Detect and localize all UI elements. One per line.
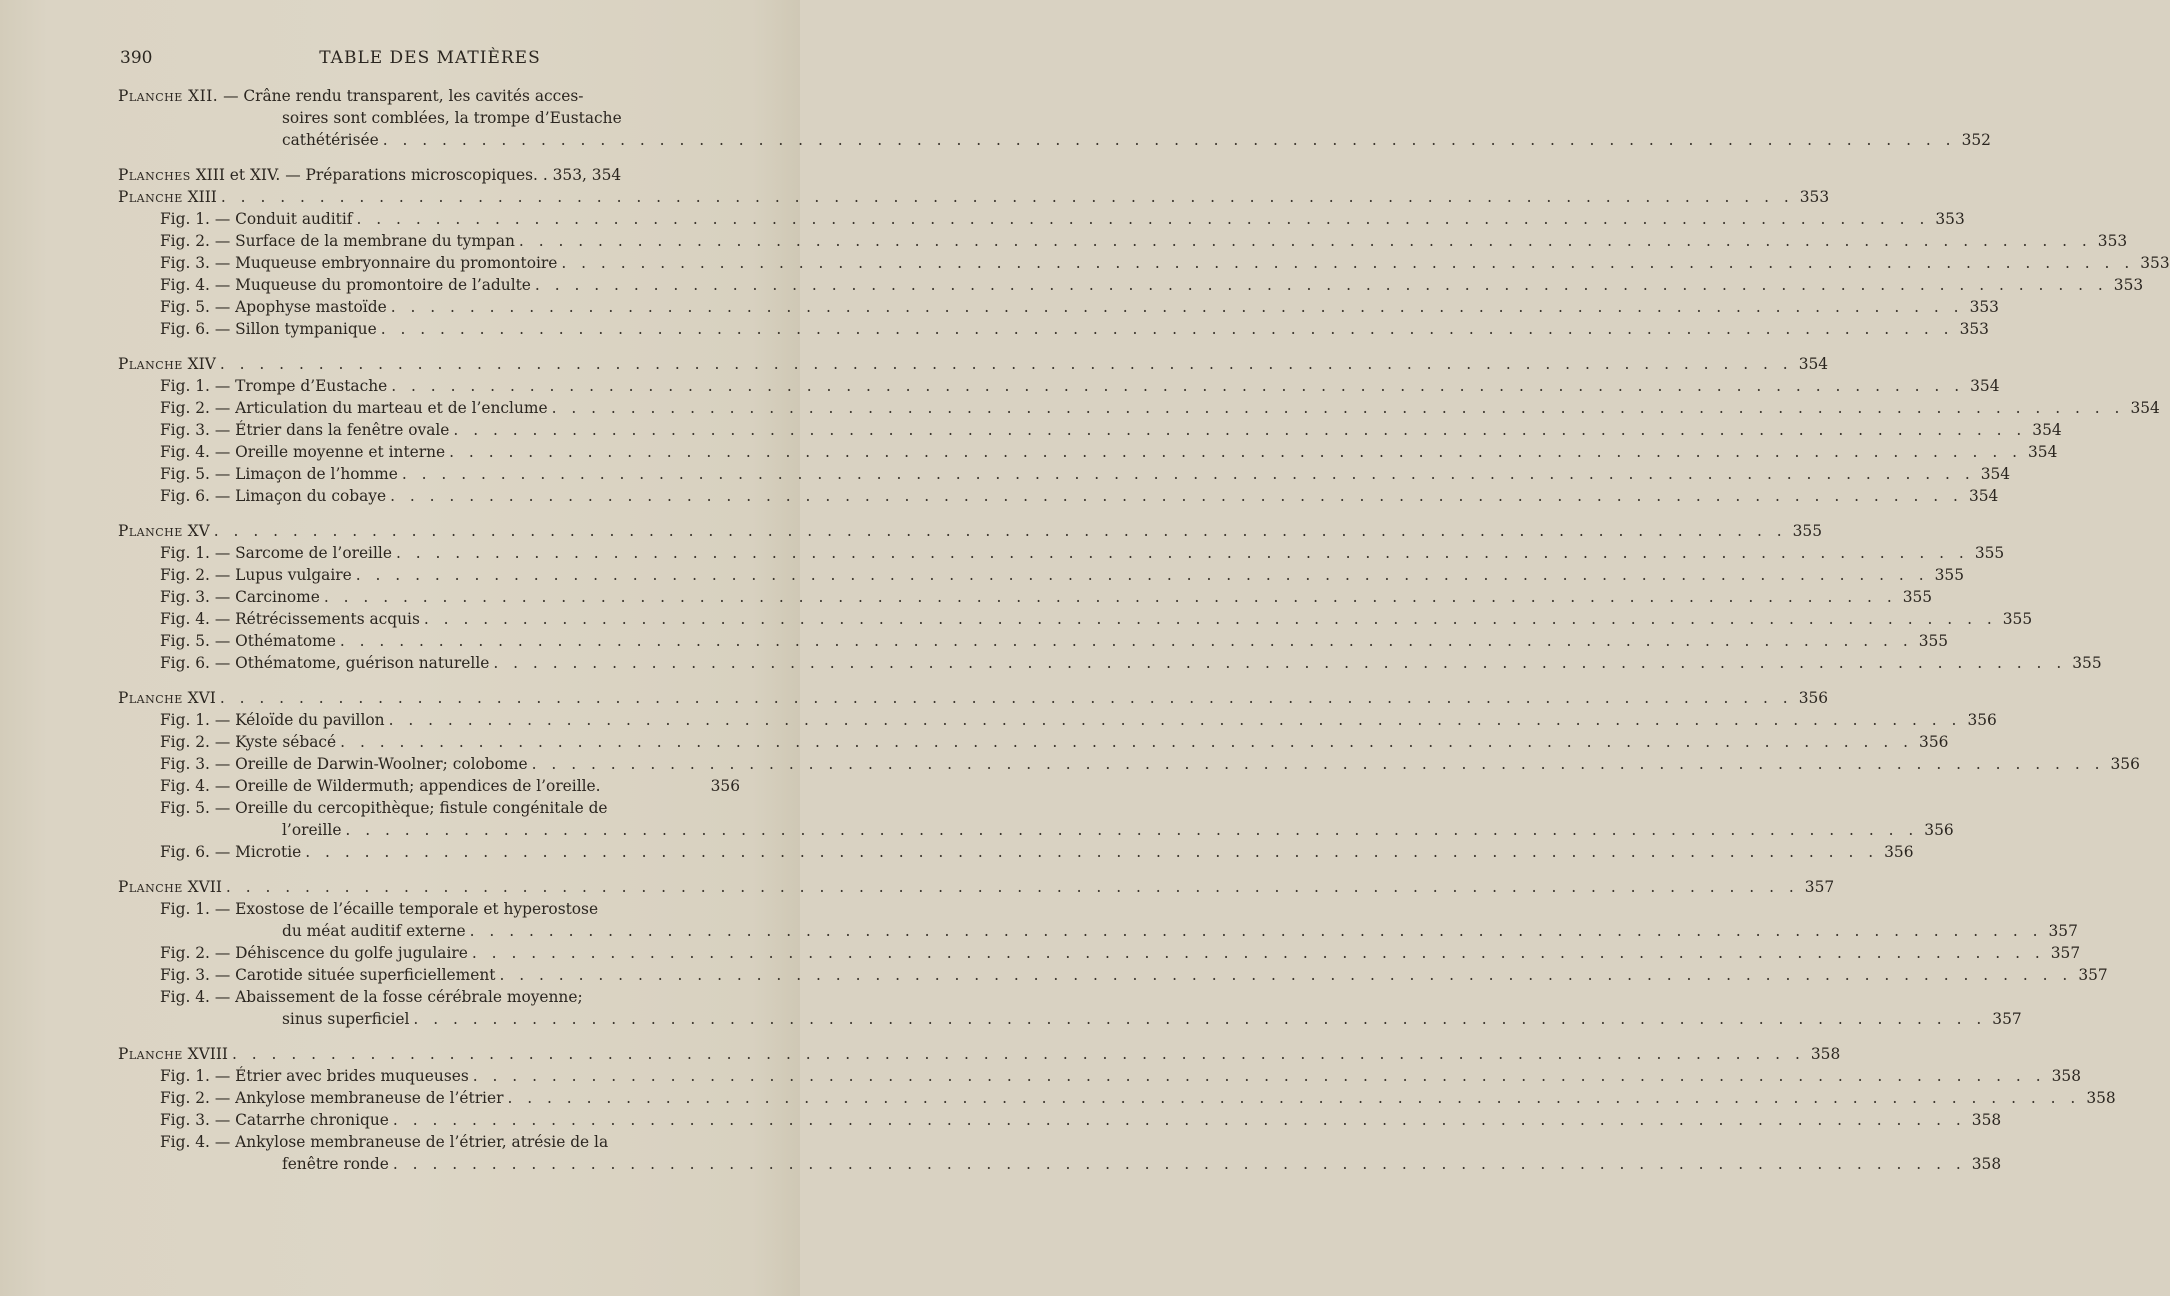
section-gap bbox=[118, 507, 740, 520]
page-reference: 357 bbox=[1804, 878, 1835, 896]
section-gap bbox=[118, 674, 740, 687]
entry-text bbox=[118, 164, 621, 186]
dot-leader: . . . . . . . . . . . . . . . . . . . . . . . . . . . . . . . . . . . . . . . . . . . . . . . . . . . . . . . . . . . . . . . . . . . . . . . . . . . . . . . . bbox=[340, 733, 1914, 751]
page-reference: 353 bbox=[2097, 232, 2128, 250]
dot-leader: . . . . . . . . . . . . . . . . . . . . . . . . . . . . . . . . . . . . . . . . . . . . . . . . . . . . . . . . . . . . . . . . . . . . . . . . . . . . . . . . bbox=[469, 922, 2043, 940]
toc-figure-entry bbox=[118, 463, 2011, 485]
toc-figure-entry bbox=[118, 1109, 2002, 1131]
page-reference: 355 bbox=[1792, 522, 1823, 540]
entry-title: Fig. 3. — Étrier dans la fenêtre ovale bbox=[160, 421, 450, 439]
dot-leader: . . . . . . . . . . . . . . . . . . . . . . . . . . . . . . . . . . . . . . . . . . . . . . . . . . . . . . . . . . . . . . . . . . . . . . . . . . . . . . . . bbox=[392, 1155, 1966, 1173]
entry-text bbox=[160, 252, 557, 274]
toc-figure-entry bbox=[118, 775, 740, 797]
entry-text bbox=[160, 1131, 608, 1153]
entry-text bbox=[160, 753, 528, 775]
dot-leader: . . . . . . . . . . . . . . . . . . . . . . . . . . . . . . . . . . . . . . . . . . . . . . . . . . . . . . . . . . . . . . . . . . . . . . . . . . . . . . . . bbox=[213, 522, 1787, 540]
entry-title: Fig. 1. — Sarcome de l’oreille bbox=[160, 544, 392, 562]
section-gap bbox=[118, 1030, 740, 1043]
toc-figure-entry bbox=[118, 1087, 2116, 1109]
plate-label: Planche bbox=[118, 1045, 183, 1063]
entry-title: XIV bbox=[182, 355, 216, 373]
entry-text bbox=[160, 898, 598, 920]
entry-title: — Crâne rendu transparent, les cavités acces- bbox=[218, 87, 584, 105]
section-gap bbox=[118, 340, 740, 353]
toc-figure-entry bbox=[118, 485, 1999, 507]
dot-leader: . . . . . . . . . . . . . . . . . . . . . . . . . . . . . . . . . . . . . . . . . . . . . . . . . . . . . . . . . . . . . . . . . . . . . . . . . . . . . . . . bbox=[518, 232, 2092, 250]
page-reference: 353 bbox=[1799, 188, 1830, 206]
dot-leader: . . . . . . . . . . . . . . . . . . . . . . . . . . . . . . . . . . . . . . . . . . . . . . . . . . . . . . . . . . . . . . . . . . . . . . . . . . . . . . . . bbox=[551, 399, 2125, 417]
entry-title: Fig. 3. — Catarrhe chronique bbox=[160, 1111, 389, 1129]
page-reference: 356 bbox=[1884, 843, 1914, 861]
entry-title: Fig. 6. — Limaçon du cobaye bbox=[160, 487, 387, 505]
entry-text bbox=[160, 608, 420, 630]
entry-text bbox=[160, 652, 489, 674]
page-reference: 354 bbox=[1798, 355, 1829, 373]
entry-text bbox=[118, 353, 216, 375]
toc-figure-entry bbox=[118, 397, 2160, 419]
entry-title: Fig. 4. — Ankylose membraneuse de l’étrier, atrésie de la bbox=[160, 1133, 609, 1151]
toc-plate-entry bbox=[118, 186, 1830, 208]
dot-leader: . . . . . . . . . . . . . . . . . . . . . . . . . . . . . . . . . . . . . . . . . . . . . . . . . . . . . . . . . . . . . . . . . . . . . . . . . . . . . . . . bbox=[507, 1089, 2081, 1107]
page-reference: 358 bbox=[1971, 1111, 2002, 1129]
dot-leader: . . . . . . . . . . . . . . . . . . . . . . . . . . . . . . . . . . . . . . . . . . . . . . . . . . . . . . . . . . . . . . . . . . . . . . . . . . . . . . . . bbox=[471, 944, 2045, 962]
toc-continuation-line bbox=[118, 107, 740, 129]
entry-title: Fig. 3. — Carcinome bbox=[160, 588, 320, 606]
entry-title: XVIII bbox=[182, 1045, 228, 1063]
dot-leader: . . . . . . . . . . . . . . . . . . . . . . . . . . . . . . . . . . . . . . . . . . . . . . . . . . . . . . . . . . . . . . . . . . . . . . . . . . . . . . . . bbox=[534, 276, 2108, 294]
entry-title: Fig. 1. — Conduit auditif bbox=[160, 210, 353, 228]
toc-plate-entry bbox=[118, 353, 1829, 375]
toc-continuation-line bbox=[118, 129, 1991, 151]
entry-title: XIII bbox=[182, 188, 217, 206]
entry-title: Fig. 4. — Rétrécissements acquis bbox=[160, 610, 420, 628]
toc-figure-entry bbox=[118, 841, 1914, 863]
entry-title: Fig. 6. — Othématome, guérison naturelle bbox=[160, 654, 490, 672]
entry-text bbox=[282, 107, 622, 129]
toc-figure-entry bbox=[118, 986, 740, 1008]
page-reference: 358 bbox=[1971, 1155, 2002, 1173]
entry-text bbox=[160, 709, 385, 731]
entry-title: Fig. 5. — Oreille du cercopithèque; fistule congénitale de bbox=[160, 799, 608, 817]
page-reference: 356 bbox=[1919, 733, 1949, 751]
page-reference: 355 bbox=[1902, 588, 1933, 606]
page-number: 390 bbox=[120, 48, 153, 68]
page-reference: 353 bbox=[1969, 298, 1999, 316]
page-reference: 357 bbox=[2078, 966, 2108, 984]
dot-leader: . . . . . . . . . . . . . . . . . . . . . . . . . . . . . . . . . . . . . . . . . . . . . . . . . . . . . . . . . . . . . . . . . . . . . . . . . . . . . . . . bbox=[472, 1067, 2046, 1085]
page-title: TABLE DES MATIÈRES bbox=[319, 48, 541, 68]
entry-title: Fig. 6. — Sillon tympanique bbox=[160, 320, 377, 338]
dot-leader: . . . . . . . . . . . . . . . . . . . . . . . . . . . . . . . . . . . . . . . . . . . . . . . . . . . . . . . . . . . . . . . . . . . . . . . . . . . . . . . . bbox=[305, 843, 1879, 861]
page-reference: 357 bbox=[2048, 922, 2078, 940]
entry-title: Fig. 5. — Limaçon de l’homme bbox=[160, 465, 398, 483]
page-reference: 356 bbox=[1798, 689, 1829, 707]
entry-text bbox=[160, 942, 468, 964]
page-reference: 353 bbox=[1959, 320, 1989, 338]
entry-title: Fig. 3. — Carotide située superficiellement bbox=[160, 966, 496, 984]
dot-leader: . . . . . . . . . . . . . . . . . . . . . . . . . . . . . . . . . . . . . . . . . . . . . . . . . . . . . . . . . . . . . . . . . . . . . . . . . . . . . . . . bbox=[356, 210, 1930, 228]
entry-title: cathétérisée bbox=[282, 131, 379, 149]
dot-leader: . . . . . . . . . . . . . . . . . . . . . . . . . . . . . . . . . . . . . . . . . . . . . . . . . . . . . . . . . . . . . . . . . . . . . . . . . . . . . . . . bbox=[388, 711, 1962, 729]
toc-figure-entry bbox=[118, 296, 1999, 318]
page-reference: 354 bbox=[2028, 443, 2058, 461]
entry-text bbox=[160, 964, 495, 986]
entry-text bbox=[160, 841, 301, 863]
toc-figure-entry bbox=[118, 964, 2108, 986]
dot-leader: . . . . . . . . . . . . . . . . . . . . . . . . . . . . . . . . . . . . . . . . . . . . . . . . . . . . . . . . . . . . . . . . . . . . . . . . . . . . . . . . bbox=[391, 377, 1965, 395]
dot-leader: . . . . . . . . . . . . . . . . . . . . . . . . . . . . . . . . . . . . . . . . . . . . . . . . . . . . . . . . . . . . . . . . . . . . . . . . . . . . . . . . bbox=[499, 966, 2073, 984]
entry-text bbox=[118, 186, 217, 208]
entry-text bbox=[160, 375, 387, 397]
toc-continuation-line bbox=[118, 920, 2078, 942]
toc-figure-entry bbox=[118, 709, 1997, 731]
toc-figure-entry bbox=[118, 797, 740, 819]
entry-title: XVII bbox=[182, 878, 222, 896]
dot-leader: . . . . . . . . . . . . . . . . . . . . . . . . . . . . . . . . . . . . . . . . . . . . . . . . . . . . . . . . . . . . . . . . . . . . . . . . . . . . . . . . bbox=[493, 654, 2067, 672]
entry-text bbox=[118, 520, 210, 542]
entry-text bbox=[160, 586, 320, 608]
entry-title: Fig. 1. — Exostose de l’écaille temporale et hyperostose bbox=[160, 900, 599, 918]
page-reference: 357 bbox=[1992, 1010, 2022, 1028]
toc-figure-entry bbox=[118, 1131, 740, 1153]
entry-text bbox=[282, 129, 379, 151]
page-reference: 354 bbox=[2130, 399, 2160, 417]
entry-text bbox=[160, 485, 386, 507]
toc-figure-entry bbox=[118, 652, 2102, 674]
dot-leader: . . . . . . . . . . . . . . . . . . . . . . . . . . . . . . . . . . . . . . . . . . . . . . . . . . . . . . . . . . . . . . . . . . . . . . . . . . . . . . . . bbox=[390, 298, 1964, 316]
page-reference: 356 bbox=[1967, 711, 1997, 729]
plate-label: Planche bbox=[118, 878, 183, 896]
entry-text bbox=[160, 1065, 469, 1087]
page-reference: 355 bbox=[2072, 654, 2102, 672]
page-reference: 358 bbox=[1810, 1045, 1841, 1063]
entry-text bbox=[282, 1153, 389, 1175]
entry-text bbox=[118, 85, 583, 107]
entry-title: Fig. 2. — Lupus vulgaire bbox=[160, 566, 352, 584]
toc-plate-entry bbox=[118, 85, 740, 107]
toc-figure-entry bbox=[118, 230, 2128, 252]
toc-figure-entry bbox=[118, 942, 2081, 964]
entry-title: Fig. 2. — Surface de la membrane du tympan bbox=[160, 232, 515, 250]
dot-leader: . . . . . . . . . . . . . . . . . . . . . . . . . . . . . . . . . . . . . . . . . . . . . . . . . . . . . . . . . . . . . . . . . . . . . . . . . . . . . . . . bbox=[531, 755, 2105, 773]
entry-title: Fig. 2. — Articulation du marteau et de l’enclume bbox=[160, 399, 548, 417]
page-reference: 355 bbox=[1918, 632, 1949, 650]
toc-figure-entry bbox=[118, 375, 2000, 397]
page-reference: 352 bbox=[1961, 131, 1991, 149]
entry-text bbox=[160, 731, 336, 753]
toc-continuation-line bbox=[118, 1008, 2022, 1030]
entry-text bbox=[160, 397, 548, 419]
entry-title: Fig. 2. — Kyste sébacé bbox=[160, 733, 337, 751]
page-reference: 354 bbox=[1980, 465, 2011, 483]
page-reference: 354 bbox=[2032, 421, 2062, 439]
dot-leader: . . . . . . . . . . . . . . . . . . . . . . . . . . . . . . . . . . . . . . . . . . . . . . . . . . . . . . . . . . . . . . . . . . . . . . . . . . . . . . . . bbox=[423, 610, 1997, 628]
entry-title: Fig. 5. — Othématome bbox=[160, 632, 336, 650]
dot-leader: . . . . . . . . . . . . . . . . . . . . . . . . . . . . . . . . . . . . . . . . . . . . . . . . . . . . . . . . . . . . . . . . . . . . . . . . . . . . . . . . bbox=[345, 821, 1919, 839]
toc-figure-entry bbox=[118, 753, 2140, 775]
page-reference: 354 bbox=[1968, 487, 1999, 505]
entry-text bbox=[282, 819, 341, 841]
toc-figure-entry bbox=[118, 586, 1933, 608]
page-reference: 356 bbox=[1924, 821, 1954, 839]
dot-leader: . . . . . . . . . . . . . . . . . . . . . . . . . . . . . . . . . . . . . . . . . . . . . . . . . . . . . . . . . . . . . . . . . . . . . . . . . . . . . . . . bbox=[380, 320, 1954, 338]
toc-figure-entry bbox=[118, 274, 2144, 296]
entry-text bbox=[160, 463, 398, 485]
page-reference: 354 bbox=[1970, 377, 2000, 395]
entry-title: Fig. 5. — Apophyse mastoïde bbox=[160, 298, 387, 316]
toc-figure-entry bbox=[118, 731, 1949, 753]
section-gap bbox=[118, 151, 740, 164]
entry-text bbox=[160, 564, 352, 586]
toc-figure-entry bbox=[118, 608, 2033, 630]
toc-figure-entry bbox=[118, 542, 2005, 564]
entry-title: du méat auditif externe bbox=[282, 922, 466, 940]
entry-title: Fig. 4. — Muqueuse du promontoire de l’adulte bbox=[160, 276, 531, 294]
entry-title: XIII et XIV. — Préparations microscopiques. . 353, 354 bbox=[190, 166, 622, 184]
entry-text bbox=[118, 1043, 228, 1065]
entry-text bbox=[160, 318, 377, 340]
entry-text bbox=[160, 419, 449, 441]
plate-label: Planche bbox=[118, 689, 183, 707]
entry-title: Fig. 1. — Étrier avec brides muqueuses bbox=[160, 1067, 469, 1085]
page-reference: 355 bbox=[1974, 544, 2005, 562]
page-reference: 353 bbox=[2113, 276, 2144, 294]
entry-text bbox=[160, 630, 336, 652]
plate-label: Planche bbox=[118, 188, 183, 206]
entry-title: sinus superficiel bbox=[282, 1010, 410, 1028]
toc-plate-entry bbox=[118, 164, 740, 186]
page-reference: 356 bbox=[710, 777, 740, 795]
toc-continuation-line bbox=[118, 1153, 2002, 1175]
running-header bbox=[120, 48, 740, 72]
dot-leader: . . . . . . . . . . . . . . . . . . . . . . . . . . . . . . . . . . . . . . . . . . . . . . . . . . . . . . . . . . . . . . . . . . . . . . . . . . . . . . . . bbox=[401, 465, 1975, 483]
entry-title: Fig. 4. — Oreille moyenne et interne bbox=[160, 443, 446, 461]
entry-text bbox=[282, 920, 466, 942]
page-reference: 357 bbox=[2050, 944, 2081, 962]
entry-text bbox=[160, 230, 515, 252]
table-of-contents bbox=[118, 85, 2170, 1175]
entry-title: Fig. 1. — Trompe d’Eustache bbox=[160, 377, 388, 395]
plate-label: Planche bbox=[118, 355, 183, 373]
toc-continuation-line bbox=[118, 819, 1954, 841]
toc-figure-entry bbox=[118, 252, 2170, 274]
entry-text bbox=[160, 208, 352, 230]
dot-leader: . . . . . . . . . . . . . . . . . . . . . . . . . . . . . . . . . . . . . . . . . . . . . . . . . . . . . . . . . . . . . . . . . . . . . . . . . . . . . . . . bbox=[219, 355, 1793, 373]
entry-title: Fig. 4. — Oreille de Wildermuth; appendices de l’oreille. bbox=[160, 777, 601, 795]
plate-label: Planche bbox=[118, 522, 183, 540]
page-reference: 353 bbox=[2140, 254, 2170, 272]
entry-text bbox=[160, 797, 608, 819]
dot-leader: . . . . . . . . . . . . . . . . . . . . . . . . . . . . . . . . . . . . . . . . . . . . . . . . . . . . . . . . . . . . . . . . . . . . . . . . . . . . . . . . bbox=[392, 1111, 1966, 1129]
toc-plate-entry bbox=[118, 876, 1835, 898]
dot-leader: . . . . . . . . . . . . . . . . . . . . . . . . . . . . . . . . . . . . . . . . . . . . . . . . . . . . . . . . . . . . . . . . . . . . . . . . . . . . . . . . bbox=[339, 632, 1913, 650]
entry-title: l’oreille bbox=[282, 821, 342, 839]
dot-leader: . . . . . . . . . . . . . . . . . . . . . . . . . . . . . . . . . . . . . . . . . . . . . . . . . . . . . . . . . . . . . . . . . . . . . . . . . . . . . . . . bbox=[355, 566, 1929, 584]
page-reference: 353 bbox=[1935, 210, 1965, 228]
toc-plate-entry bbox=[118, 687, 1829, 709]
entry-text bbox=[160, 542, 392, 564]
dot-leader: . . . . . . . . . . . . . . . . . . . . . . . . . . . . . . . . . . . . . . . . . . . . . . . . . . . . . . . . . . . . . . . . . . . . . . . . . . . . . . . . bbox=[449, 443, 2023, 461]
toc-figure-entry bbox=[118, 441, 2058, 463]
entry-title: Fig. 3. — Muqueuse embryonnaire du promontoire bbox=[160, 254, 558, 272]
toc-figure-entry bbox=[118, 419, 2062, 441]
dot-leader: . . . . . . . . . . . . . . . . . . . . . . . . . . . . . . . . . . . . . . . . . . . . . . . . . . . . . . . . . . . . . . . . . . . . . . . . . . . . . . . . bbox=[219, 689, 1793, 707]
toc-figure-entry bbox=[118, 208, 1965, 230]
entry-text bbox=[282, 1008, 409, 1030]
page-reference: 355 bbox=[2002, 610, 2033, 628]
dot-leader: . . . . . . . . . . . . . . . . . . . . . . . . . . . . . . . . . . . . . . . . . . . . . . . . . . . . . . . . . . . . . . . . . . . . . . . . . . . . . . . . bbox=[453, 421, 2027, 439]
entry-title: Fig. 2. — Déhiscence du golfe jugulaire bbox=[160, 944, 468, 962]
toc-plate-entry bbox=[118, 520, 1823, 542]
dot-leader: . . . . . . . . . . . . . . . . . . . . . . . . . . . . . . . . . . . . . . . . . . . . . . . . . . . . . . . . . . . . . . . . . . . . . . . . . . . . . . . . bbox=[395, 544, 1969, 562]
dot-leader: . . . . . . . . . . . . . . . . . . . . . . . . . . . . . . . . . . . . . . . . . . . . . . . . . . . . . . . . . . . . . . . . . . . . . . . . . . . . . . . . bbox=[231, 1045, 1805, 1063]
entry-text bbox=[160, 986, 583, 1008]
plate-label: Planche XII. bbox=[118, 87, 219, 105]
dot-leader: . . . . . . . . . . . . . . . . . . . . . . . . . . . . . . . . . . . . . . . . . . . . . . . . . . . . . . . . . . . . . . . . . . . . . . . . . . . . . . . . bbox=[413, 1010, 1987, 1028]
entry-title: XV bbox=[182, 522, 210, 540]
dot-leader: . . . . . . . . . . . . . . . . . . . . . . . . . . . . . . . . . . . . . . . . . . . . . . . . . . . . . . . . . . . . . . . . . . . . . . . . . . . . . . . . bbox=[225, 878, 1799, 896]
entry-text bbox=[160, 1087, 503, 1109]
entry-title: soires sont comblées, la trompe d’Eustache bbox=[282, 109, 622, 127]
toc-figure-entry bbox=[118, 318, 1989, 340]
entry-text bbox=[160, 296, 387, 318]
plate-label: Planches bbox=[118, 166, 191, 184]
dot-leader: . . . . . . . . . . . . . . . . . . . . . . . . . . . . . . . . . . . . . . . . . . . . . . . . . . . . . . . . . . . . . . . . . . . . . . . . . . . . . . . . bbox=[323, 588, 1897, 606]
entry-title: Fig. 1. — Kéloïde du pavillon bbox=[160, 711, 385, 729]
page-reference: 358 bbox=[2051, 1067, 2081, 1085]
entry-title: Fig. 2. — Ankylose membraneuse de l’étrier bbox=[160, 1089, 504, 1107]
entry-text bbox=[160, 441, 445, 463]
dot-leader: . . . . . . . . . . . . . . . . . . . . . . . . . . . . . . . . . . . . . . . . . . . . . . . . . . . . . . . . . . . . . . . . . . . . . . . . . . . . . . . . bbox=[390, 487, 1963, 505]
entry-text bbox=[118, 876, 222, 898]
toc-figure-entry bbox=[118, 564, 1964, 586]
dot-leader: . . . . . . . . . . . . . . . . . . . . . . . . . . . . . . . . . . . . . . . . . . . . . . . . . . . . . . . . . . . . . . . . . . . . . . . . . . . . . . . . bbox=[220, 188, 1794, 206]
entry-title: Fig. 3. — Oreille de Darwin-Woolner; colobome bbox=[160, 755, 528, 773]
entry-text bbox=[118, 687, 216, 709]
page-reference: 355 bbox=[1934, 566, 1964, 584]
page-reference: 356 bbox=[2110, 755, 2140, 773]
toc-figure-entry bbox=[118, 630, 1949, 652]
entry-title: Fig. 6. — Microtie bbox=[160, 843, 302, 861]
entry-title: fenêtre ronde bbox=[282, 1155, 389, 1173]
entry-title: Fig. 4. — Abaissement de la fosse cérébrale moyenne; bbox=[160, 988, 583, 1006]
entry-title: XVI bbox=[182, 689, 216, 707]
toc-figure-entry bbox=[118, 898, 740, 920]
dot-leader: . . . . . . . . . . . . . . . . . . . . . . . . . . . . . . . . . . . . . . . . . . . . . . . . . . . . . . . . . . . . . . . . . . . . . . . . . . . . . . . . bbox=[561, 254, 2135, 272]
entry-text bbox=[160, 1109, 389, 1131]
entry-text bbox=[160, 274, 531, 296]
dot-leader: . . . . . . . . . . . . . . . . . . . . . . . . . . . . . . . . . . . . . . . . . . . . . . . . . . . . . . . . . . . . . . . . . . . . . . . . . . . . . . . . bbox=[382, 131, 1956, 149]
toc-figure-entry bbox=[118, 1065, 2081, 1087]
page-reference: 358 bbox=[2086, 1089, 2116, 1107]
entry-text bbox=[160, 775, 601, 797]
section-gap bbox=[118, 863, 740, 876]
toc-plate-entry bbox=[118, 1043, 1841, 1065]
